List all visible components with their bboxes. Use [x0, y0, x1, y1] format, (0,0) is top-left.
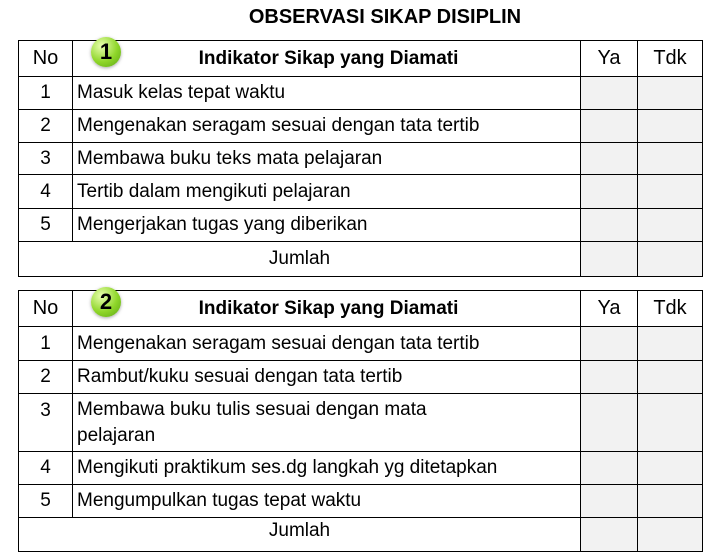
row-indicator: Mengenakan seragam sesuai dengan tata tertib — [73, 110, 581, 143]
ya-cell[interactable] — [581, 327, 638, 361]
table-row — [19, 394, 703, 452]
tdk-cell[interactable] — [638, 143, 703, 175]
row-indicator: Mengerjakan tugas yang diberikan — [73, 209, 581, 242]
row-indicator: Tertib dalam mengikuti pelajaran — [73, 175, 581, 209]
header-indikator-label: Indikator Sikap yang Diamati — [198, 297, 459, 319]
table-row — [19, 209, 703, 242]
table-row — [19, 485, 703, 518]
jumlah-row — [19, 242, 703, 277]
row-number: 2 — [19, 110, 73, 143]
header-ya: Ya — [581, 41, 638, 77]
table-header-row — [19, 291, 703, 327]
section-number-badge: 2 — [91, 287, 121, 317]
table-row — [19, 361, 703, 394]
section-number-badge: 1 — [91, 37, 121, 67]
table-header-row — [19, 41, 703, 77]
header-indikator — [73, 41, 581, 77]
jumlah-row — [19, 518, 703, 552]
ya-cell[interactable] — [581, 394, 638, 452]
header-indikator — [73, 291, 581, 327]
tdk-cell[interactable] — [638, 209, 703, 242]
tdk-cell[interactable] — [638, 361, 703, 394]
row-number: 4 — [19, 175, 73, 209]
header-tdk: Tdk — [638, 291, 703, 327]
row-number: 5 — [19, 209, 73, 242]
ya-cell[interactable] — [581, 209, 638, 242]
row-number: 1 — [19, 77, 73, 110]
row-number: 3 — [19, 394, 73, 452]
row-indicator: Rambut/kuku sesuai dengan tata tertib — [73, 361, 581, 394]
ya-total-cell[interactable] — [581, 242, 638, 277]
row-indicator: Mengumpulkan tugas tepat waktu — [73, 485, 581, 518]
tdk-cell[interactable] — [638, 452, 703, 485]
row-number: 2 — [19, 361, 73, 394]
table-row — [19, 327, 703, 361]
header-indikator-label: Indikator Sikap yang Diamati — [198, 47, 459, 69]
tdk-cell[interactable] — [638, 327, 703, 361]
table-row — [19, 175, 703, 209]
table-row — [19, 110, 703, 143]
ya-cell[interactable] — [581, 77, 638, 110]
ya-cell[interactable] — [581, 110, 638, 143]
row-indicator: Mengikuti praktikum ses.dg langkah yg ditetapkan — [73, 452, 581, 485]
header-tdk: Tdk — [638, 41, 703, 77]
ya-cell[interactable] — [581, 361, 638, 394]
row-number: 5 — [19, 485, 73, 518]
tdk-total-cell[interactable] — [638, 242, 703, 277]
table-row — [19, 77, 703, 110]
table-row — [19, 452, 703, 485]
header-ya: Ya — [581, 291, 638, 327]
header-no: No — [19, 41, 73, 77]
row-number: 3 — [19, 143, 73, 175]
header-no: No — [19, 291, 73, 327]
row-indicator: Membawa buku tulis sesuai dengan mata pelajaran — [73, 394, 581, 452]
tdk-cell[interactable] — [638, 485, 703, 518]
tdk-cell[interactable] — [638, 394, 703, 452]
table-row — [19, 143, 703, 175]
row-number: 1 — [19, 327, 73, 361]
observation-table-2 — [18, 290, 703, 552]
jumlah-label: Jumlah — [19, 518, 581, 552]
ya-cell[interactable] — [581, 143, 638, 175]
tdk-cell[interactable] — [638, 175, 703, 209]
jumlah-label: Jumlah — [19, 242, 581, 277]
tdk-total-cell[interactable] — [638, 518, 703, 552]
ya-cell[interactable] — [581, 175, 638, 209]
row-indicator: Mengenakan seragam sesuai dengan tata tertib — [73, 327, 581, 361]
observation-table-1 — [18, 40, 703, 277]
row-indicator: Membawa buku teks mata pelajaran — [73, 143, 581, 175]
page-title: OBSERVASI SIKAP DISIPLIN — [248, 6, 522, 28]
ya-cell[interactable] — [581, 452, 638, 485]
ya-total-cell[interactable] — [581, 518, 638, 552]
row-indicator: Masuk kelas tepat waktu — [73, 77, 581, 110]
ya-cell[interactable] — [581, 485, 638, 518]
tdk-cell[interactable] — [638, 77, 703, 110]
tdk-cell[interactable] — [638, 110, 703, 143]
row-number: 4 — [19, 452, 73, 485]
